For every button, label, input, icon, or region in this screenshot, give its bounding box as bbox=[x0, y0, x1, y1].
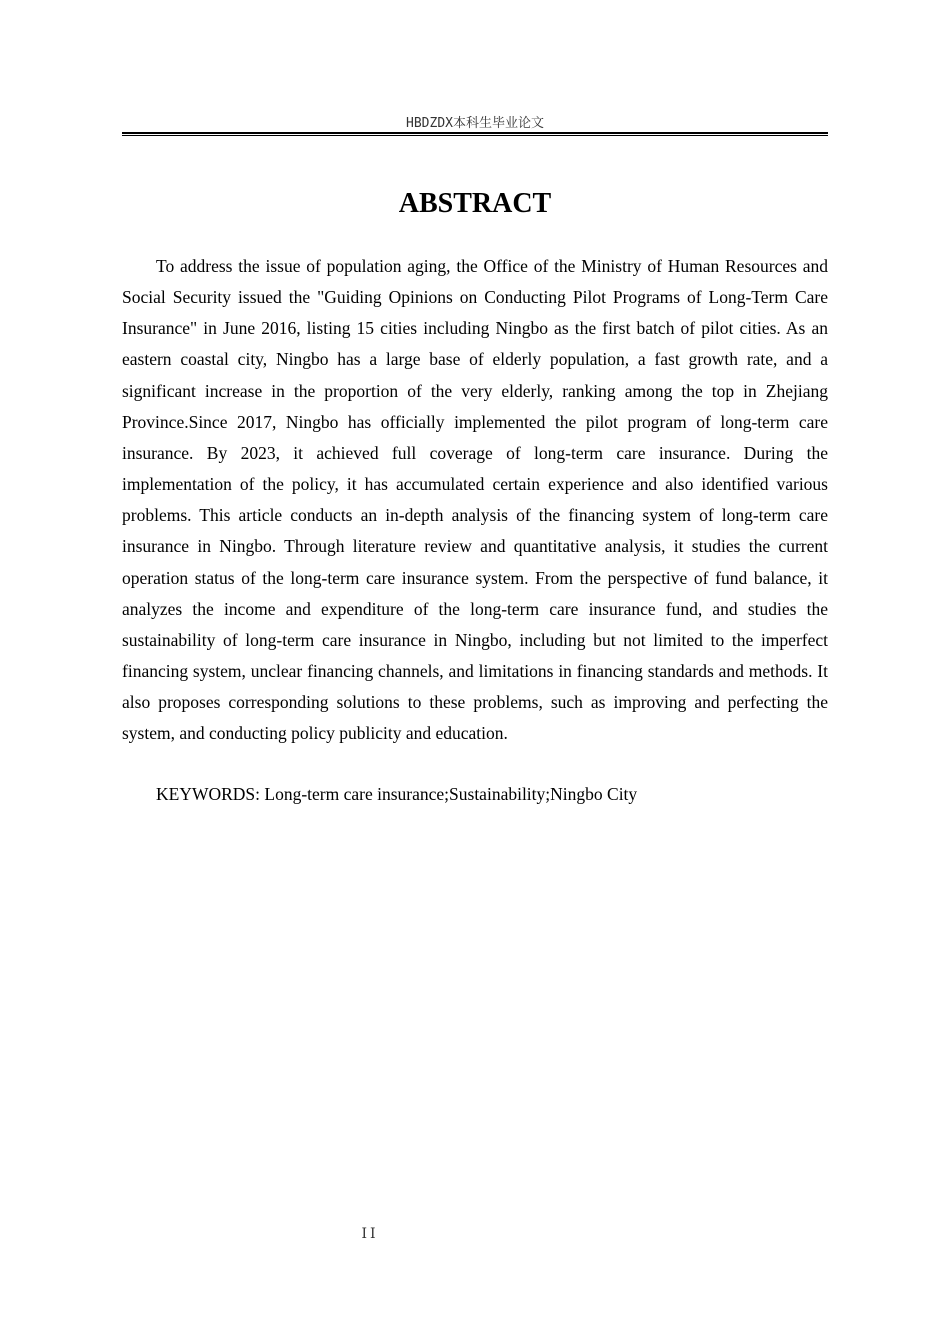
abstract-body: To address the issue of population aging, the Office of the Ministry of Human Resources and Social Security issued the "Guiding Opinions on Conducting Pilot Programs of Long-Term Care Insurance" in June 2016, listing 15 cities including Ningbo as the first batch of pilot cities. As an eastern coastal city, Ningbo has a large base of elderly population, a fast growth rate, and a significant increase in the proportion of the very elderly, ranking among the top in Zhejiang Province.Since 2017, Ningbo has officially implemented the pilot program of long-term care insurance. By 2023, it achieved full coverage of long-term care insurance. During the implementation of the policy, it has accumulated certain experience and also identified various problems. This article conducts an in-depth analysis of the financing system of long-term care insurance in Ningbo. Through literature review and quantitative analysis, it studies the current operation status of the long-term care insurance system. From the perspective of fund balance, it analyzes the income and expenditure of the long-term care insurance fund, and studies the sustainability of long-term care insurance in Ningbo, including but not limited to the imperfect financing system, unclear financing channels, and limitations in financing standards and methods. It also proposes corresponding solutions to these problems, such as improving and perfecting the system, and conducting policy publicity and education. bbox=[122, 256, 828, 744]
abstract-title: ABSTRACT bbox=[398, 188, 552, 219]
page-number: II bbox=[361, 1226, 379, 1242]
header-rule-thick bbox=[122, 132, 828, 134]
header-rule-thin bbox=[122, 135, 828, 136]
header-text: HBDZDX本科生毕业论文 bbox=[406, 116, 544, 131]
keywords-line: KEYWORDS: Long-term care insurance;Sustainability;Ningbo City bbox=[156, 784, 638, 804]
